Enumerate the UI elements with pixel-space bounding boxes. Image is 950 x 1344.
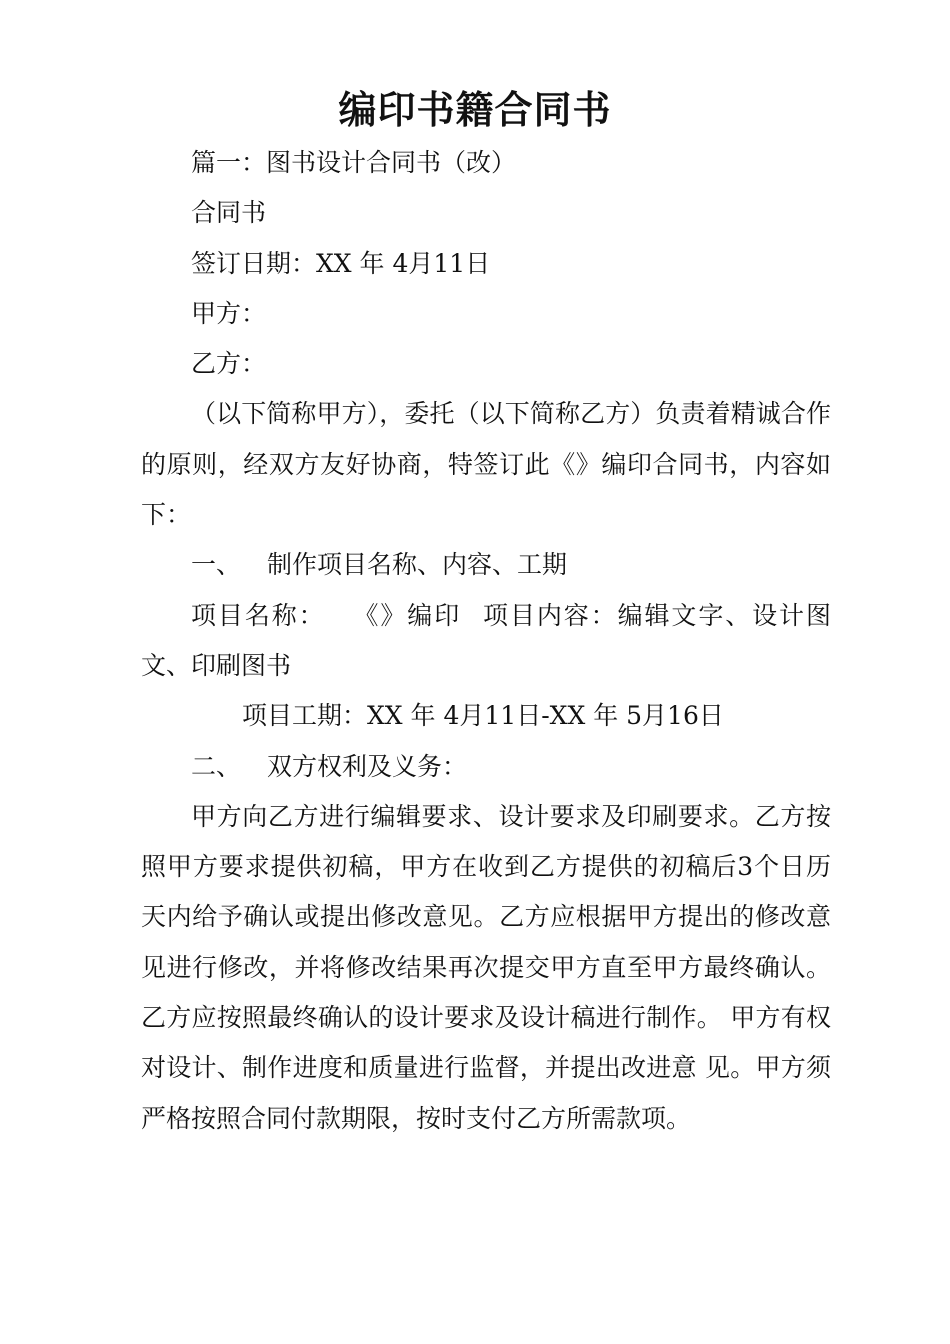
item-two-heading <box>141 742 831 792</box>
party-b-line: 乙方： <box>191 349 267 379</box>
project-name-line <box>141 591 831 692</box>
item-two-text: 双方权利及义务： <box>267 751 468 781</box>
signing-date: 签订日期：XX 年 4月11日 <box>191 248 491 278</box>
project-name-value: 《》编印 <box>351 600 462 630</box>
rights-paragraph: 甲方向乙方进行编辑要求、设计要求及印刷要求。乙方按照甲方要求提供初稿，甲方在收到乙方提供的初稿后3个日历天内给予确认或提出修改意见。乙方应根据甲方提出的修改意见进行修改，并将修改结果再次提交甲方直至甲方最终确认。乙方应按照最终确认的设计要求及设计稿进行制作。 甲方有权对设计、制作进度和质量进行监督，并提出改进意 见。甲方须严格按照合同付款期限，按时支付乙方所需款项。 <box>141 801 831 1133</box>
section-heading: 篇一：图书设计合同书（改） <box>191 148 517 177</box>
item-one-text: 制作项目名称、内容、工期 <box>267 550 568 580</box>
item-two-number: 二、 <box>191 751 242 781</box>
contract-label: 合同书 <box>191 198 267 228</box>
project-period: 项目工期：XX 年 4月11日-XX 年 5月16日 <box>242 701 724 731</box>
intro-paragraph: （以下简称甲方），委托（以下简称乙方）负责着精诚合作的原则，经双方友好协商，特签订此《》编印合同书，内容如下： <box>141 399 831 530</box>
item-one-number: 一、 <box>191 550 242 580</box>
document-title: 编印书籍合同书 <box>338 87 612 132</box>
project-content: 项目内容：编辑文字、设计图文、印刷图书 <box>141 600 831 680</box>
document-body <box>141 138 831 1144</box>
project-name-label: 项目名称： <box>191 600 326 630</box>
party-a-line: 甲方： <box>191 298 267 328</box>
item-one-heading <box>141 540 831 590</box>
